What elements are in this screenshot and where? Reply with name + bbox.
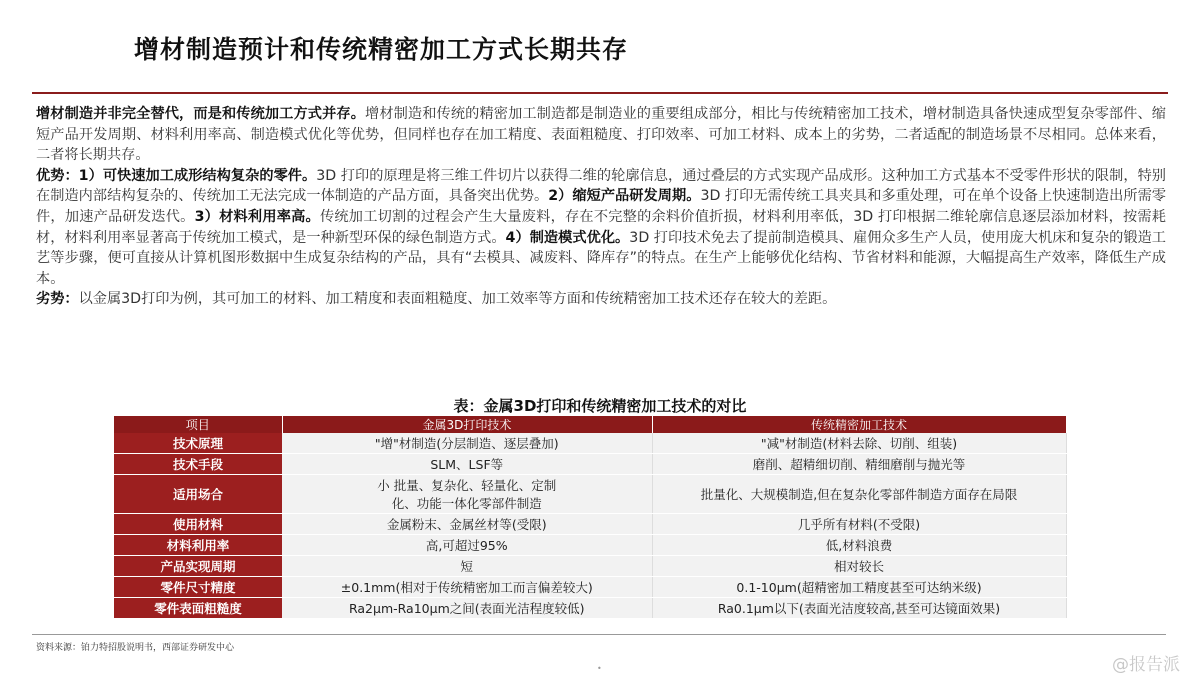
advantage-4-text: 3D 打印技术免去了提前制造模具、雇佣众多生产人员，使用庞大机床和复杂的锻造工艺等步骤，便可直接从计算机图形数据中生成复杂结构的产品，具有“去模具、减废料、降库存”的特点。在生产上能够优化结构、节省材料和能源，大幅提高生产效率，降低生产成本。 xyxy=(36,229,1166,287)
table-cell: ±0.1mm(相对于传统精密加工而言偏差较大) xyxy=(282,577,652,598)
row-label: 适用场合 xyxy=(114,475,282,514)
disadvantages-lead: 劣势： xyxy=(36,291,79,308)
watermark: @报告派 xyxy=(1112,655,1180,675)
table-row xyxy=(114,556,1066,577)
row-label: 材料利用率 xyxy=(114,535,282,556)
table-cell: 低,材料浪费 xyxy=(652,535,1066,556)
table-cell: 批量化、大规模制造,但在复杂化零部件制造方面存在局限 xyxy=(652,475,1066,514)
disadvantages-text: 以金属3D打印为例，其可加工的材料、加工精度和表面粗糙度、加工效率等方面和传统精密加工技术还存在较大的差距。 xyxy=(78,291,837,308)
table-cell: 几乎所有材料(不受限) xyxy=(652,514,1066,535)
paragraph-intro xyxy=(36,104,1166,166)
intro-text: 增材制造和传统的精密加工制造都是制造业的重要组成部分，相比与传统精密加工技术，增材制造具备快速成型复杂零部件、缩短产品开发周期、材料利用率高、制造模式优化等优势，但同样也存在加工精度、表面粗糙度、打印效率、可加工材料、成本上的劣势，二者适配的制造场景不尽相同。总体来看，二者将长期共存。 xyxy=(36,106,1166,164)
header-item: 项目 xyxy=(114,416,282,433)
table-cell: Ra0.1μm以下(表面光洁度较高,甚至可达镜面效果) xyxy=(652,598,1066,619)
table-row xyxy=(114,475,1066,514)
table-cell: 小 批量、复杂化、轻量化、定制化、功能一体化零部件制造 xyxy=(282,475,652,514)
table-row xyxy=(114,598,1066,619)
advantage-2-heading: 2）缩短产品研发周期。 xyxy=(548,188,701,205)
table-cell: 0.1-10μm(超精密加工精度甚至可达纳米级) xyxy=(652,577,1066,598)
advantage-3-heading: 3）材料利用率高。 xyxy=(194,208,320,225)
table-cell: "减"材制造(材料去除、切削、组装) xyxy=(652,433,1066,454)
row-label: 零件尺寸精度 xyxy=(114,577,282,598)
advantage-1-text: 3D 打印的原理是将三维工件切片以获得二维的轮廓信息，通过叠层的方式实现产品成形。这种加工方式基本不受零件形状的限制，特别在制造内部结构复杂的、传统加工无法完成一体制造的产品方面，具备突出优势。 xyxy=(36,167,1166,205)
advantages-lead: 优势：1）可快速加工成形结构复杂的零件。 xyxy=(36,167,317,184)
paragraph-disadvantages xyxy=(36,289,1166,310)
body-text xyxy=(36,104,1166,310)
row-label: 产品实现周期 xyxy=(114,556,282,577)
table-row xyxy=(114,577,1066,598)
table-cell: SLM、LSF等 xyxy=(282,454,652,475)
table-header-row xyxy=(114,416,1066,433)
table-cell: 短 xyxy=(282,556,652,577)
advantage-4-heading: 4）制造模式优化。 xyxy=(505,229,630,246)
source-note: 资料来源：铂力特招股说明书，西部证券研发中心 xyxy=(36,643,235,653)
table-cell: 相对较长 xyxy=(652,556,1066,577)
row-label: 技术手段 xyxy=(114,454,282,475)
intro-lead: 增材制造并非完全替代，而是和传统加工方式并存。 xyxy=(36,106,366,122)
source-divider xyxy=(32,634,1166,635)
row-label: 使用材料 xyxy=(114,514,282,535)
page-dot: • xyxy=(597,664,602,673)
title-divider xyxy=(32,92,1168,94)
header-3d-printing: 金属3D打印技术 xyxy=(282,416,652,433)
header-traditional: 传统精密加工技术 xyxy=(652,416,1066,433)
table-row xyxy=(114,514,1066,535)
advantage-3-text: 传统加工切割的过程会产生大量废料，存在不完整的余料价值折损，材料利用率低，3D 打印根据二维轮廓信息逐层添加材料，按需耗材，材料利用率显著高于传统加工模式，是一种新型环保的绿色制造方式。 xyxy=(36,208,1166,246)
table-cell: 金属粉末、金属丝材等(受限) xyxy=(282,514,652,535)
table-cell: Ra2μm-Ra10μm之间(表面光洁程度较低) xyxy=(282,598,652,619)
row-label: 零件表面粗糙度 xyxy=(114,598,282,619)
table-cell: 高,可超过95% xyxy=(282,535,652,556)
table-row xyxy=(114,535,1066,556)
row-label: 技术原理 xyxy=(114,433,282,454)
table-row xyxy=(114,433,1066,454)
table-row xyxy=(114,454,1066,475)
comparison-table xyxy=(114,416,1067,619)
table-cell: "增"材制造(分层制造、逐层叠加) xyxy=(282,433,652,454)
advantage-2-text: 3D 打印无需传统工具夹具和多重处理，可在单个设备上快速制造出所需零件，加速产品研发迭代。 xyxy=(36,188,1166,225)
paragraph-advantages xyxy=(36,166,1166,290)
table-cell: 磨削、超精细切削、精细磨削与抛光等 xyxy=(652,454,1066,475)
page-title: 增材制造预计和传统精密加工方式长期共存 xyxy=(134,35,629,64)
table-caption: 表：金属3D打印和传统精密加工技术的对比 xyxy=(453,397,747,415)
